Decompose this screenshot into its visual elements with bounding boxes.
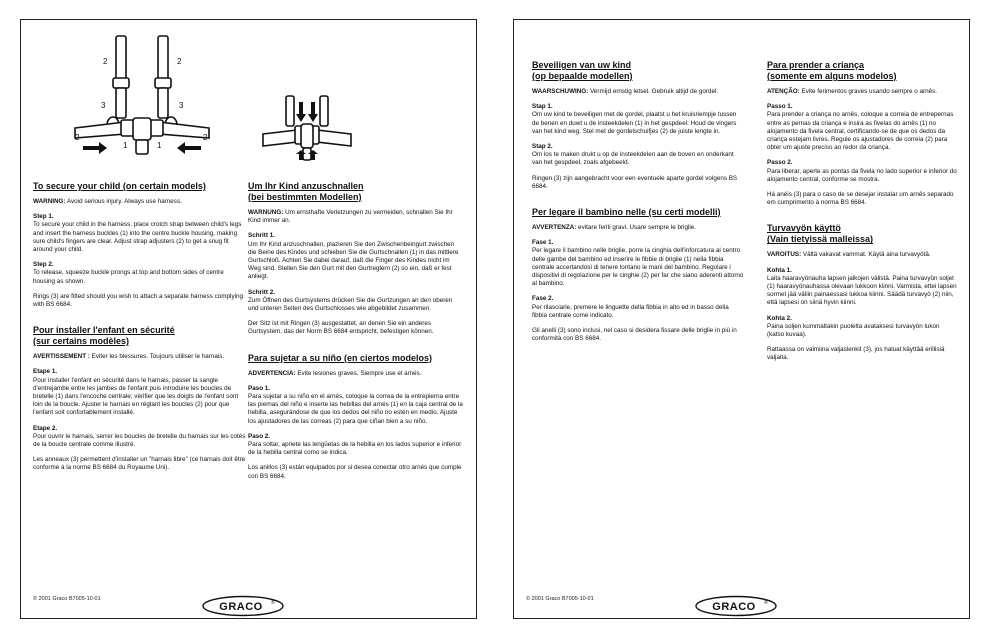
step-2-text: Om los te maken drukt u op de insteekdelen aan de boven en onderkant van het gespdeel, zoals afgebeeld. — [532, 151, 734, 167]
step-2-heading: Kohta 2. — [767, 314, 792, 322]
section-english — [33, 181, 247, 309]
section-german — [248, 181, 464, 337]
section-dutch — [532, 60, 744, 191]
rings-note: Los anillos (3) están equipados por si desea conectar otro arnés que cumple con BS 6684. — [248, 464, 462, 480]
warning-text: VAROITUS: Vältä vakavat vammat. Käytä aina turvavyötä. — [767, 251, 931, 259]
step-2-heading: Passo 2. — [767, 159, 793, 167]
section-title: To secure your child (on certain models) — [33, 181, 206, 191]
warning-text: WARNUNG: Um ernsthafte Verletzungen zu vermeiden, schnallen Sie Ihr Kind immer an. — [248, 209, 453, 225]
section-italian — [532, 207, 744, 343]
step-1-text: Para sujetar a su niño en el arnés, coloque la correa de la entrepierna entre las piernas del niño e inserte las hebillas del arnés (1) en la caja central de la hebilla, asegurándose de que los dedos del niño no estén en medio. Ajuste los ajustadores de las correas (2) para que ciñan bien a su niño. — [248, 393, 463, 425]
rings-note: Rings (3) are fitted should you wish to attach a separate harness complying with BS 6684. — [33, 292, 244, 309]
section-title-line1: Turvavyön käyttö — [767, 223, 841, 234]
callout-2-bottom-left: 2 — [75, 133, 80, 142]
step-1-heading: Schritt 1. — [248, 232, 275, 240]
section-title-line2: (bei bestimmten Modellen) — [248, 192, 362, 202]
step-2-heading: Fase 2. — [532, 295, 554, 303]
copyright-footer: © 2001 Graco B7005-10-01 — [33, 596, 101, 602]
left-page — [20, 19, 477, 619]
harness-release-illustration — [261, 94, 353, 162]
section-title-line1: Beveiligen van uw kind — [532, 60, 632, 70]
section-title-line2: (op bepaalde modellen) — [532, 71, 633, 81]
svg-text:®: ® — [271, 600, 275, 606]
callout-1-left: 1 — [123, 141, 128, 150]
step-1-text: Um Ihr Kind anzuschnallen, plazieren Sie den Zwischenbeingurt zwischen die Beine des Kindes und schieben Sie die Gurtschnallen (1) in das mittlere Gurtschloß. Achten Sie dabei darauf, daß die Finger des Kindes nicht im Weg sind. Stellen Sie den Gurt mit den Gurtreglern (2) so ein, daß er fest anliegt. — [248, 240, 459, 281]
step-1-heading: Fase 1. — [532, 239, 554, 247]
section-french — [33, 325, 247, 472]
step-2-heading: Etape 2. — [33, 424, 58, 432]
section-title-line2: (Vain tietyissä malleissa) — [767, 234, 874, 245]
warning-text: WARNING: Avoid serious injury. Always use harness. — [33, 198, 182, 205]
rings-note: Rattaassa on valmiina valjaslenkit (3), jos haluat käyttää erillisiä valjaita. — [767, 346, 945, 362]
step-1-text: Om uw kind te beveiligen met de gordel, plaatst u het kruisriempje tussen de benen en duwt u de insteekdelen (1) in het gespdeel. Houd de vingers van het kind weg. Stel met de gordelschuifjes (2) de juiste lengte in. — [532, 111, 737, 135]
callout-1-right: 1 — [157, 141, 162, 150]
callout-3-right: 3 — [179, 101, 184, 110]
step-2-heading: Stap 2. — [532, 143, 553, 151]
svg-text:®: ® — [764, 600, 768, 606]
step-1-heading: Passo 1. — [767, 103, 793, 111]
section-finnish — [767, 223, 957, 362]
warning-text: ADVERTENCIA: Evite lesiones graves. Siempre use el arnés. — [248, 369, 422, 377]
step-2-heading: Paso 2. — [248, 432, 271, 440]
step-1-text: To secure your child in the harness, place crotch strap between child's legs and insert the harness buckles (1) into the centre buckle housing, making sure child's fingers are clear. Adjust strap adjusters (2) to get a snug fit around your child. — [33, 221, 242, 254]
step-2-text: To release, squeeze buckle prongs at top and bottom sides of centre housing as shown. — [33, 269, 224, 285]
step-1-heading: Step 1. — [33, 213, 54, 221]
section-title-line2: (somente em alguns modelos) — [767, 71, 897, 81]
step-1-heading: Paso 1. — [248, 384, 271, 392]
step-2-text: Zum Öffnen des Gurtsystems drücken Sie die Gurtzungen an den oberen und unteren Seiten des Gurtschlosses wie abgebildet zusammen. — [248, 296, 453, 313]
step-1-text: Para prender a criança no arnês, coloque a correia de entrepernas entre as pernas da criança e insira as fivelas do arnês (1) no alojamento da fivela central, certificando-se de que os dedos da criança estejam livres. Regule os ajustadores de correia (2) para obter um ajuste preciso ao redor da criança. — [767, 111, 954, 152]
section-title-line1: Pour installer l'enfant en sécurité — [33, 325, 175, 336]
section-portuguese — [767, 60, 957, 207]
callout-2-left: 2 — [103, 57, 108, 66]
callout-2-right: 2 — [177, 57, 182, 66]
section-title-line2: (sur certains modèles) — [33, 336, 130, 347]
warning-text: AVVERTENZA: evitare feriti gravi. Usare sempre le briglie. — [532, 224, 696, 232]
right-column — [248, 181, 464, 497]
step-1-heading: Kohta 1. — [767, 266, 792, 274]
right-page — [513, 19, 970, 619]
warning-text: ATENÇÃO: Evite ferimentos graves usando sempre o arnês. — [767, 88, 937, 95]
step-2-text: Pour ouvrir le harnais, serrer les boucles de bretelle du harnais sur les cotés de la boucle centrale comme illustré. — [33, 432, 246, 449]
rings-note: Gli anelli (3) sono inclusi, nel caso si desidera fissare delle briglie in più in conformità con BS 6684. — [532, 327, 737, 343]
rings-note: Der Sitz ist mit Ringen (3) ausgestattet, an denen Sie ein anderes Gurtsystem, das der Norm BS 6684 entspricht, befestigen können. — [248, 320, 434, 336]
step-2-text: Per rilasciarle, premere le linguette della fibbia in alto ed in basso della fibbia centrale come indicato. — [532, 303, 729, 319]
callout-3-left: 3 — [101, 101, 106, 110]
harness-buckle-illustration — [73, 34, 211, 156]
step-1-text: Per legare il bambino nelle briglie, porre la cinghia dell'inforcatura al centro delle gambe del bambino ed inserire le fibbie di briglie (1) nella fibbia centrale accertandosi di tenere lontano le mani del bambino. Regolare i dispositivi di regolazione per le cinghie (2) per far che siano aderenti attorno al bambino. — [532, 247, 744, 288]
step-1-text: Laita haaravyönauha lapsen jalkojen välistä. Paina turvavyön soljet (1) haaravyönauhassa olevaan lukkoon kiinni. Varmista, ettei lapsen sormet jää väliin painaessasi lukkoa kiinni. Säädä turvavyö (2) niin, että lapsesi on siinä hyvin kiinni. — [767, 274, 957, 307]
svg-text:GRACO: GRACO — [219, 601, 263, 613]
section-title: Per legare il bambino nelle (su certi modelli) — [532, 207, 721, 218]
step-2-text: Para soltar, apriete las lengüetas de la hebilla en los lados superior e inferior de la hebilla central como se indica. — [248, 441, 462, 457]
copyright-footer: © 2001 Graco B7005-10-01 — [526, 596, 594, 602]
right-column — [767, 60, 957, 379]
graco-logo — [201, 595, 285, 617]
step-1-text: Pour installer l'enfant en sécurité dans le harnais, passer la sangle d'entrejambe entre les jambes de l'enfant puis introduire les boucles de bretelle (1) dans l'encoche centrale; vérifier que les doigts de l'enfant sont loin de la boucle. Ajuster le harnais en réglant les boucles (2) pour que l'enfant soit confortablement installé. — [33, 376, 239, 417]
left-column — [532, 60, 744, 359]
section-spanish — [248, 353, 464, 481]
svg-text:GRACO: GRACO — [712, 601, 756, 613]
step-2-heading: Schritt 2. — [248, 288, 275, 296]
step-1-heading: Stap 1. — [532, 103, 553, 111]
graco-logo — [694, 595, 778, 617]
rings-note: Há anéis (3) para o caso de se desejar instalar um arnês separado em cumprimento à norma BS 6684. — [767, 191, 954, 207]
step-2-heading: Step 2. — [33, 261, 54, 269]
section-title: Para sujetar a su niño (en ciertos modelos) — [248, 352, 433, 363]
rings-note: Les anneaux (3) permettent d'installer un "harnais libre" (ce harnais doit être conforme à la norme BS 6684 du Royaume Uni). — [33, 456, 246, 472]
rings-note: Ringen (3) zijn aangebracht voor een eventuele aparte gordel volgens BS 6684. — [532, 174, 738, 190]
section-title-line1: Um Ihr Kind anzuschnallen — [248, 181, 364, 191]
step-1-heading: Etape 1. — [33, 368, 58, 376]
step-2-text: Paina soljen kummaltakin puolelta avataksesi turvavyön lukon (katso kuvaa). — [767, 322, 940, 339]
callout-2-bottom-right: 2 — [203, 133, 208, 142]
section-title-line1: Para prender a criança — [767, 60, 865, 70]
warning-text: WAARSCHUWING: Vermijd ernstig letsel. Gebruik altijd de gordel. — [532, 88, 719, 95]
left-column — [33, 181, 247, 489]
warning-text: AVERTISSEMENT : Eviter les blessures. Toujours utiliser le harnais. — [33, 353, 225, 361]
step-2-text: Para liberar, aperte as pontas da fivela no lado superior e inferior do alojamento central, conforme se mostra. — [767, 167, 957, 183]
